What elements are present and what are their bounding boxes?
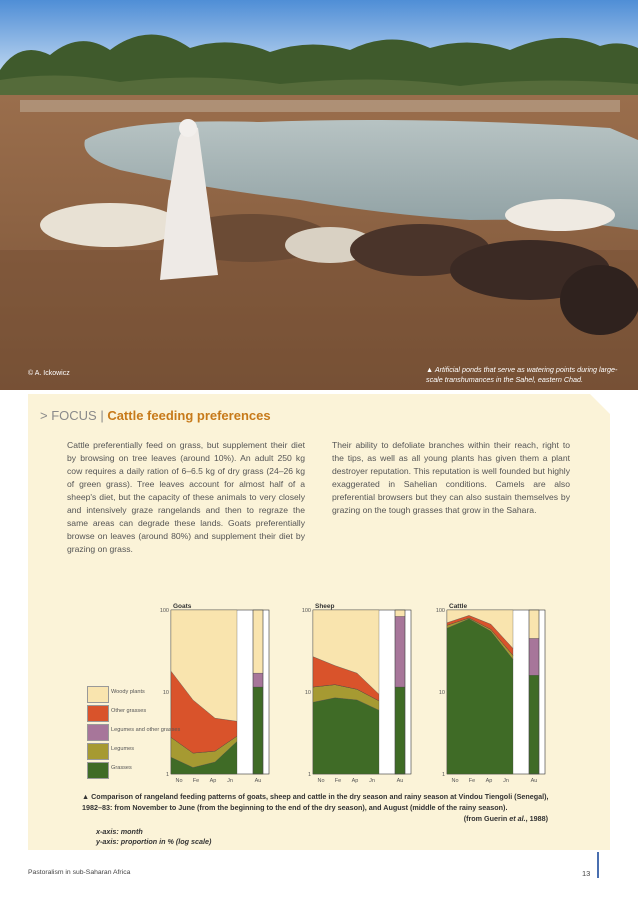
footer-divider — [597, 852, 599, 878]
x-tick-label: No — [451, 778, 459, 784]
x-tick-label: No — [175, 778, 183, 784]
bar-grasses — [395, 687, 405, 774]
y-tick-label: 10 — [162, 690, 169, 696]
bar-woody-plants — [529, 610, 539, 638]
x-tick-label: Au — [396, 778, 404, 784]
chart-title: Cattle — [449, 603, 468, 610]
footer-title: Pastoralism in sub-Saharan Africa — [28, 869, 131, 876]
figure-source — [464, 814, 548, 823]
y-tick-label: 100 — [159, 608, 169, 614]
bar-legumes-and-other-grasses — [253, 673, 263, 687]
legend-swatch — [87, 705, 109, 722]
x-axis-note: x-axis: month — [96, 827, 143, 836]
legend-label: Woody plants — [111, 689, 145, 695]
legend-swatch — [87, 686, 109, 703]
axis-notes — [96, 827, 211, 847]
legend-item — [87, 762, 177, 781]
chart-cattle — [436, 603, 545, 784]
x-tick-label: Ap — [485, 778, 493, 784]
bar-grasses — [253, 687, 263, 774]
page-number: 13 — [582, 869, 591, 878]
bar-legumes-and-other-grasses — [529, 638, 539, 675]
legend-label: Grasses — [111, 765, 132, 771]
x-tick-label: Fe — [334, 778, 342, 784]
y-tick-label: 100 — [301, 608, 311, 614]
source-suffix: , 1988) — [525, 814, 548, 823]
legend-swatch — [87, 743, 109, 760]
chart-legend — [87, 686, 181, 781]
photo-credit: © A. Ickowicz — [28, 370, 70, 377]
focus-column-left: Cattle preferentially feed on grass, but supplement their diet by browsing on tree leaves (around 10%). An adult 250 kg cow requires a daily ration of 6–6.5 kg of dry grass (24–26 kg of green grass). Tree leaves account for almost half of a sheep's diet, but the capacity of these animals to very closely and intensively graze rangelands and then to regraze the same areas can degrade these lands. Goats preferentially browse on leaves (around 80%) and supplement their diet by grazing on grass. — [67, 440, 305, 554]
legend-item — [87, 724, 181, 743]
focus-prefix: > FOCUS | — [40, 408, 108, 423]
y-tick-label: 100 — [435, 608, 445, 614]
bar-woody-plants — [253, 610, 263, 673]
x-tick-label: No — [317, 778, 325, 784]
x-tick-label: Jn — [227, 778, 233, 784]
y-tick-label: 1 — [307, 772, 311, 778]
y-tick-label: 1 — [441, 772, 445, 778]
chart-title: Goats — [173, 603, 192, 610]
legend-label: Other grasses — [111, 708, 147, 714]
legend-item — [87, 686, 177, 705]
chart-title: Sheep — [315, 603, 335, 610]
x-tick-label: Jn — [503, 778, 509, 784]
y-tick-label: 10 — [438, 690, 445, 696]
x-tick-label: Ap — [351, 778, 359, 784]
bar-grasses — [529, 675, 539, 774]
y-axis-note: y-axis: proportion in % (log scale) — [96, 837, 212, 846]
photo-caption: ▲ Artificial ponds that serve as watering points during large-scale transhumances in the Sahel, eastern Chad. — [426, 365, 618, 384]
source-etal: et al. — [509, 814, 526, 823]
y-tick-label: 10 — [304, 690, 311, 696]
source-prefix: (from Guerin — [463, 814, 510, 823]
x-tick-label: Au — [254, 778, 262, 784]
x-tick-label: Jn — [369, 778, 375, 784]
x-tick-label: Ap — [209, 778, 217, 784]
x-tick-label: Au — [530, 778, 538, 784]
y-tick-label: 1 — [165, 772, 169, 778]
bar-legumes-and-other-grasses — [395, 616, 405, 687]
x-tick-label: Fe — [192, 778, 200, 784]
focus-column-right: Their ability to defoliate branches within their reach, right to the tips, as well as all young plants has given them a plant destroyer reputation. This reputation is well founded but highly exaggerated in Sahelian conditions. Camels are also preferential browsers but they can also sustain themselves by grazing on the tough grasses that grow in the Sahara. — [332, 440, 570, 515]
legend-item — [87, 743, 177, 762]
bar-woody-plants — [395, 610, 405, 616]
figure-caption — [82, 792, 552, 813]
chart-sheep — [302, 603, 411, 784]
focus-heading: Cattle feeding preferences — [107, 408, 271, 423]
legend-label: Legumes and other grasses — [111, 727, 181, 733]
legend-swatch — [87, 762, 109, 779]
area-grasses — [313, 698, 379, 774]
legend-item — [87, 705, 177, 724]
legend-label: Legumes — [111, 746, 135, 752]
legend-swatch — [87, 724, 109, 741]
figure-caption-text: ▲ Comparison of rangeland feeding patterns of goats, sheep and cattle in the dry season and rainy season at Vindou Tiengoli (Senegal), 1982–83: from November to June (from the beginning to the end of the dry season), and August (middle of the rainy season). — [82, 792, 549, 812]
x-tick-label: Fe — [468, 778, 476, 784]
